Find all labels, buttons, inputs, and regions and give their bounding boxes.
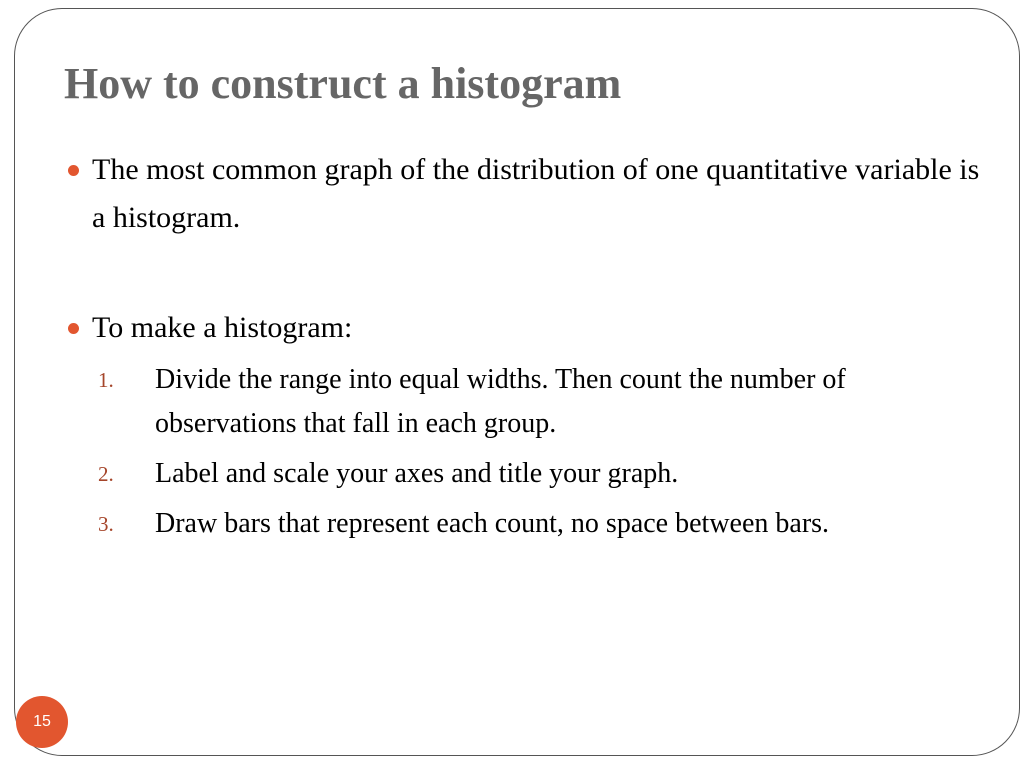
slide-title: How to construct a histogram xyxy=(64,59,622,108)
bullet-list xyxy=(64,146,984,546)
step-number: 2. xyxy=(98,462,114,486)
bullet-item xyxy=(64,146,984,242)
step-list xyxy=(92,358,984,546)
bullet-text: To make a histogram: xyxy=(92,311,353,344)
bullet-text: The most common graph of the distribution of one quantitative variable is a histogram. xyxy=(92,153,980,234)
step-item xyxy=(92,502,984,546)
step-number: 3. xyxy=(98,512,114,536)
bullet-dot-icon xyxy=(68,165,79,176)
page-number-badge: 15 xyxy=(16,696,68,748)
step-item xyxy=(92,358,984,446)
bullet-dot-icon xyxy=(68,323,79,334)
step-text: Draw bars that represent each count, no space between bars. xyxy=(155,508,830,539)
bullet-item xyxy=(64,304,984,546)
step-text: Label and scale your axes and title your graph. xyxy=(155,458,679,489)
step-text: Divide the range into equal widths. Then count the number of observations that fall in each group. xyxy=(155,364,846,439)
step-item xyxy=(92,452,984,496)
step-number: 1. xyxy=(98,368,114,392)
